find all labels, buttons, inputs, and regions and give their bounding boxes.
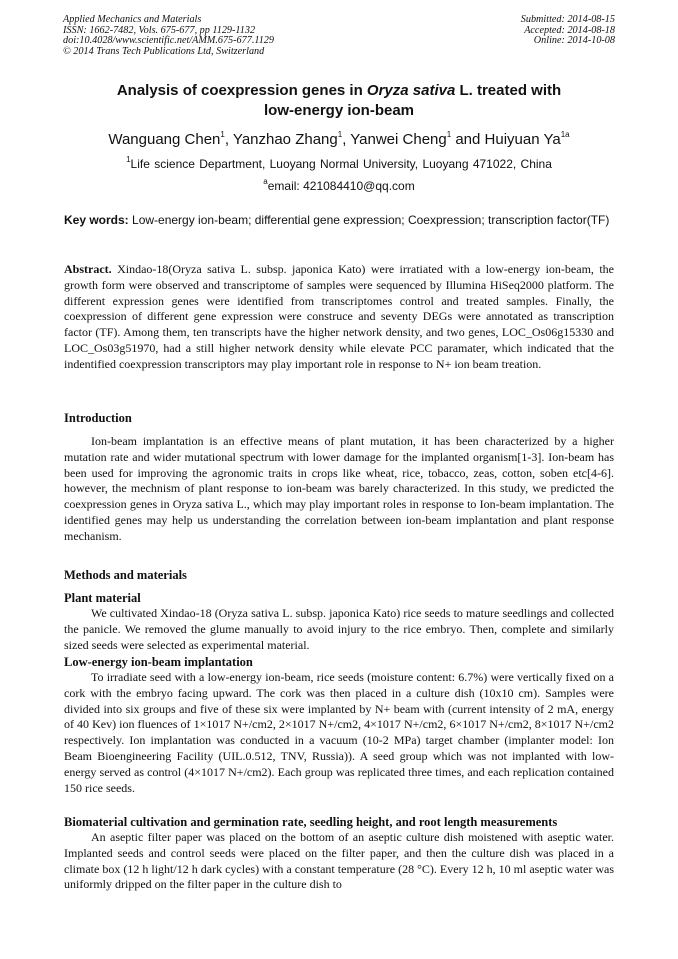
author-email: $^a$email: 421084410@qq.com (263, 177, 415, 193)
plant-material-heading: Plant material (64, 591, 141, 605)
author-name: Wanguang Chen (108, 131, 221, 148)
publication-dates (521, 15, 615, 47)
affiliation: $^1$Life science Department, Luoyang Normal University, Luoyang 471022, China (126, 155, 552, 171)
author-name: Yanzhao Zhang (232, 131, 338, 148)
ion-implantation-heading: Low-energy ion-beam implantation (64, 655, 253, 669)
author-name: Yanwei Cheng (350, 131, 447, 148)
copyright-line: © 2014 Trans Tech Publications Ltd, Switzerland (63, 45, 265, 57)
accepted-date: Accepted: 2014-08-18 (524, 24, 615, 36)
abstract-text: Xindao-18(Oryza sativa L. subsp. japonica Kato) were irratiated with a low-energy ion-beam, the growth form were observed and transcriptome of samples were sequenced by Illumina HiSeq2000 platform. The different expression genes were identified from transcriptomes control and treated samples. Finally, the coexpression of different gene expression were construce and seventy DEGs were annotated as transcription factor (TF). Among them, ten transcripts have the higher network density, and two genes, LOC_Os06g15330 and LOC_Os03g51970, had a still higher network density while elevate PCC paramater, which indicated that the indentified coexpression transcriptors may play important role in response to N+ ion beam treation. (64, 262, 614, 371)
author-name: Huiyuan Ya (484, 131, 561, 148)
abstract (64, 262, 614, 373)
keywords-label: Key words: (64, 213, 129, 227)
paper-title: Analysis of coexpression genes in Oryza sativa L. treated with low-energy ion-beam (116, 82, 562, 119)
introduction-heading: Introduction (64, 411, 132, 425)
plant-material-text: We cultivated Xindao-18 (Oryza sativa L. subsp. japonica Kato) rice seeds to mature seedlings and collected the panicle. We removed the glume manually to avoid injury to the rice embryo. Then, complete and similarly sized seeds were selected as experimental material. (64, 606, 614, 652)
cultivation-text: An aseptic filter paper was placed on the bottom of an aseptic culture dish moistened with aseptic water. Implanted seeds and control seeds were placed on the filter paper, and then the culture dish was placed in a climate box (12 h light/12 h dark cycles) with a constant temperature (28 °C). Every 12 h, 10 ml aseptic water was uniformly dripped on the filter paper in the culture dish to (64, 830, 614, 892)
keywords (64, 212, 614, 228)
submitted-date: Submitted: 2014-08-15 (520, 14, 615, 25)
keywords-text: Low-energy ion-beam; differential gene expression; Coexpression; transcription factor(TF) (128, 213, 610, 227)
journal-info (63, 15, 274, 57)
cultivation-heading: Biomaterial cultivation and germination rate, seedling height, and root length measurements (64, 815, 558, 829)
doi-line: doi:10.4028/www.scientific.net/AMM.675-677.1129 (63, 35, 274, 47)
journal-name: Applied Mechanics and Materials (63, 14, 202, 25)
author-list: Wanguang Chen$^1$, Yanzhao Zhang$^1$, Yanwei Cheng$^1$ and Huiyuan $Ya^{1a}$ (108, 130, 570, 148)
online-date: Online: 2014-10-08 (533, 35, 615, 47)
introduction-text: Ion-beam implantation is an effective means of plant mutation, it has been characterized by a higher mutation rate and wider mutational spectrum with lower damage for the implanted organism[1-3]. Ion-beam has been used for improving the agronomic traits in crops like wheat, rice, tobacco, zeas, cotton, soben etc[4-6]. however, the mechnism of plant response to ion-beam was barely characterized. In this study, we predicted the coexpression genes in Oryza sativa L., which may play important roles in response to Ion-beam implantation. The identified genes may help us understanding the correlation between ion-beam implantation and plant response mechanism. (64, 434, 614, 543)
abstract-label: Abstract. (64, 262, 112, 276)
methods-heading: Methods and materials (64, 568, 187, 582)
ion-implantation-text: To irradiate seed with a low-energy ion-beam, rice seeds (moisture content: 6.7%) were vertically fixed on a cork with the embryo facing upward. The cork was then placed in a culture dish (10x10 cm). Samples were divided into six groups and five of these six were implanted by N+ beam with (current intensity of 2 mA, energy of 40 Kev) ion fluences of 1×1017 N+/cm2, 2×1017 N+/cm2, 4×1017 N+/cm2, 6×1017 N+/cm2, 8×1017 N+/cm2 respectively. Ion implantation was conducted in a vacuum (10-2 MPa) target chamber (implanter model: Ion Beam Bioengineering Facility (UIL.0.512, TNV, Russia)). A seed group which was not implanted with low-energy served as control (4×1017 N+/cm2). Each group was replicated three times, and each replication contained 150 rice seeds. (64, 670, 614, 795)
issn-line: ISSN: 1662-7482, Vols. 675-677, pp 1129-1132 (63, 24, 256, 36)
